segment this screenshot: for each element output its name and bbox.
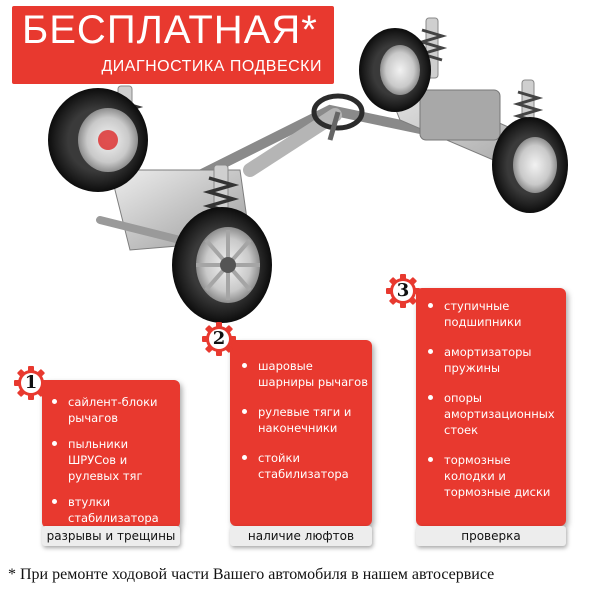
badge-number: 2 [212, 328, 226, 349]
bullet-icon [242, 455, 247, 460]
card-3-item: ступичные подшипники [428, 298, 562, 330]
card-1 [42, 380, 180, 528]
card-2 [230, 340, 372, 526]
card-2-item: рулевые тяги и наконечники [242, 404, 368, 436]
bullet-icon [428, 457, 433, 462]
bullet-icon [242, 363, 247, 368]
bullet-icon [242, 409, 247, 414]
card-2-caption: наличие люфтов [230, 526, 372, 546]
card-2-item: шаровые шарниры рычагов [242, 358, 368, 390]
card-1-item: пыльники ШРУСов и рулевых тяг [52, 436, 176, 484]
card-3-item: амортизаторы пружины [428, 344, 562, 376]
footnote: * При ремонте ходовой части Вашего автомобиля в нашем автосервисе [8, 566, 495, 583]
gear-badge-icon [202, 322, 236, 356]
bullet-icon [52, 441, 57, 446]
banner-subtitle: ДИАГНОСТИКА ПОДВЕСКИ [101, 58, 322, 75]
badge-number: 1 [24, 372, 38, 393]
card-2-item: стойки стабилизатора [242, 450, 368, 482]
gear-badge-icon [14, 366, 48, 400]
card-1-item: сайлент-блоки рычагов [52, 394, 176, 426]
card-3-caption: проверка [416, 526, 566, 546]
bullet-icon [52, 499, 57, 504]
card-1-caption: разрывы и трещины [42, 526, 180, 546]
card-3 [416, 288, 566, 526]
bullet-icon [52, 399, 57, 404]
banner-title: БЕСПЛАТНАЯ* [22, 8, 318, 52]
gear-badge-icon [386, 274, 420, 308]
bullet-icon [428, 349, 433, 354]
bullet-icon [428, 303, 433, 308]
card-3-item: тормозные колодки и тормозные диски [428, 452, 562, 500]
bullet-icon [428, 395, 433, 400]
card-3-item: опоры амортизационных стоек [428, 390, 562, 438]
card-1-item: втулки стабилизатора [52, 494, 176, 526]
badge-number: 3 [396, 280, 410, 301]
